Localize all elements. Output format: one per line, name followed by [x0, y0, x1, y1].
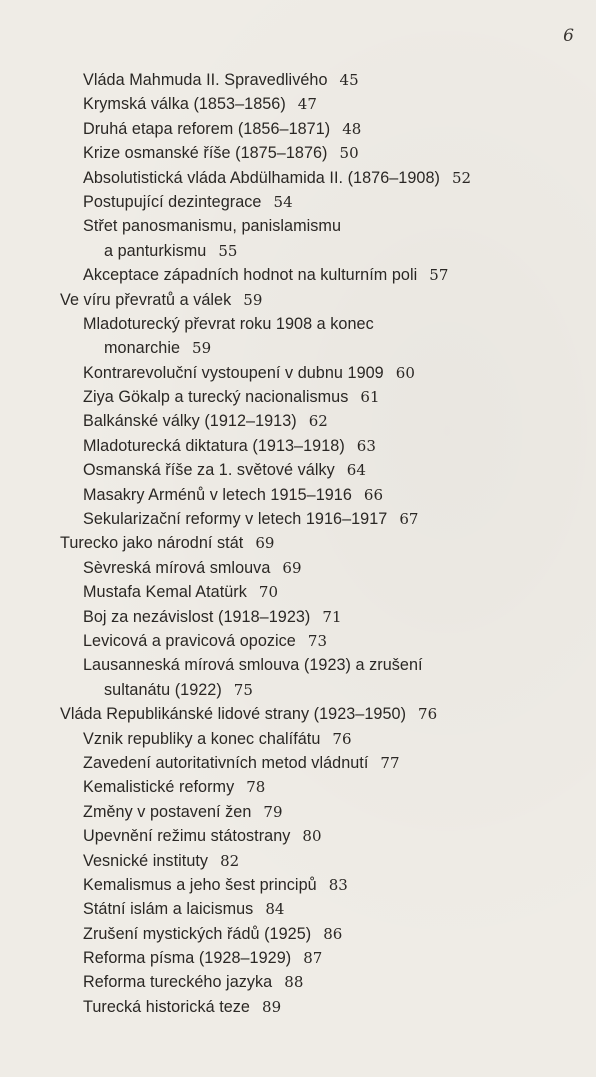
toc-entry — [0, 727, 596, 751]
toc-entry-page: 54 — [273, 192, 293, 211]
toc-entry — [0, 824, 596, 848]
toc-entry-title: sultanátu (1922) — [104, 680, 222, 699]
toc-entry-page: 57 — [429, 266, 449, 285]
toc-chapter-page: 69 — [255, 534, 275, 553]
toc-entry-title: Kemalismus a jeho šest principů — [83, 875, 317, 894]
toc-chapter-title: Vláda Republikánské lidové strany (1923–1950) — [60, 705, 407, 724]
toc-entry-title: Osmanská říše za 1. světové války — [83, 461, 335, 480]
toc-entry-page: 88 — [284, 973, 304, 992]
toc-entry-page: 64 — [346, 461, 366, 480]
toc-entry — [0, 556, 596, 580]
toc-entry-page: 61 — [360, 388, 380, 407]
toc-entry-title: Změny v postavení žen — [83, 802, 252, 821]
toc-entry — [0, 751, 596, 775]
toc-entry-continuation — [0, 239, 596, 263]
toc-entry-title: Vesnické instituty — [83, 851, 209, 870]
toc-entry-page: 48 — [342, 119, 362, 138]
toc-entry-title: Ziya Gökalp a turecký nacionalismus — [83, 388, 349, 407]
toc-entry-title: a panturkismu — [104, 241, 207, 260]
toc-chapter-title: Turecko jako národní stát — [60, 534, 244, 553]
toc-entry-page: 73 — [307, 631, 328, 650]
toc-entry-page: 59 — [192, 339, 212, 358]
toc-entry — [0, 190, 596, 214]
toc-entry — [0, 849, 596, 873]
toc-chapter-page: 59 — [243, 290, 263, 309]
toc-entry — [0, 117, 596, 141]
toc-entry — [0, 580, 596, 604]
toc-entry-title: Upevnění režimu státostrany — [83, 827, 291, 846]
toc-entry — [0, 507, 596, 531]
toc-entry — [0, 458, 596, 482]
toc-entry-title: Absolutistická vláda Abdülhamida II. (1876–1908) — [83, 168, 440, 187]
toc-entry-title: Reforma tureckého jazyka — [83, 973, 273, 992]
toc-entry — [0, 629, 596, 653]
toc-entry — [0, 409, 596, 433]
toc-entry — [0, 141, 596, 165]
toc-entry-page: 87 — [303, 949, 323, 968]
toc-entry-title: Státní islám a laicismus — [83, 900, 254, 919]
toc-entry-page: 78 — [246, 778, 266, 797]
toc-entry-title: Lausanneská mírová smlouva (1923) a zrušení — [83, 656, 423, 675]
toc-entry-page: 84 — [265, 900, 285, 919]
toc-entry-title: Zrušení mystických řádů (1925) — [83, 924, 312, 943]
toc-entry-title: Krize osmanské říše (1875–1876) — [83, 144, 328, 163]
toc-entry-title: Druhá etapa reforem (1856–1871) — [83, 119, 331, 138]
toc-chapter — [0, 531, 596, 555]
toc-entry-title: Mladoturecká diktatura (1913–1918) — [83, 436, 345, 455]
toc-entry-title: Sekularizační reformy v letech 1916–1917 — [83, 510, 388, 529]
toc-entry — [0, 922, 596, 946]
toc-chapter-title: Ve víru převratů a válek — [60, 290, 232, 309]
toc-chapter-page: 76 — [418, 705, 438, 724]
toc-entry — [0, 605, 596, 629]
toc-entry-title: Sèvreská mírová smlouva — [83, 558, 271, 577]
toc-entry — [0, 873, 596, 897]
toc-entry — [0, 361, 596, 385]
toc-entry-page: 55 — [218, 241, 238, 260]
toc-entry — [0, 434, 596, 458]
toc-entry-title: Mladoturecký převrat roku 1908 a konec — [83, 314, 374, 333]
toc-entry — [0, 970, 596, 994]
toc-entry-page: 60 — [395, 363, 415, 382]
toc-entry-title: Zavedení autoritativních metod vládnutí — [83, 753, 369, 772]
toc-entry — [0, 483, 596, 507]
toc-entry-page: 52 — [451, 168, 472, 187]
toc-entry-page: 86 — [323, 924, 343, 943]
toc-entry-title: Levicová a pravicová opozice — [83, 631, 296, 650]
toc-entry-page: 67 — [399, 510, 419, 529]
toc-entry-title: Vznik republiky a konec chalífátu — [83, 729, 321, 748]
toc-entry-continuation — [0, 336, 596, 360]
toc-entry-page: 82 — [220, 851, 240, 870]
toc-entry-page: 89 — [261, 997, 282, 1016]
toc-entry-continuation — [0, 678, 596, 702]
toc-entry-title: Krymská válka (1853–1856) — [83, 95, 286, 114]
toc-entry — [0, 166, 596, 190]
toc-entry — [0, 946, 596, 970]
toc-entry-page: 70 — [258, 583, 279, 602]
toc-entry — [0, 263, 596, 287]
toc-entry — [0, 995, 596, 1019]
toc-entry — [0, 800, 596, 824]
toc-entry — [0, 68, 596, 92]
toc-entry-page: 71 — [322, 607, 342, 626]
toc-entry-title: Střet panosmanismu, panislamismu — [83, 217, 342, 236]
toc-entry-title: Balkánské války (1912–1913) — [83, 412, 297, 431]
toc-entry-title: Kontrarevoluční vystoupení v dubnu 1909 — [83, 363, 384, 382]
toc-entry-page: 75 — [233, 680, 253, 699]
toc-chapter — [0, 702, 596, 726]
toc-entry — [0, 312, 596, 336]
toc-entry-page: 76 — [332, 729, 352, 748]
toc-entry — [0, 92, 596, 116]
toc-entry-page: 80 — [302, 827, 322, 846]
toc-entry-title: Vláda Mahmuda II. Spravedlivého — [83, 71, 328, 89]
toc-entry-title: Reforma písma (1928–1929) — [83, 949, 292, 968]
toc-entry — [0, 385, 596, 409]
toc-entry-title: Boj za nezávislost (1918–1923) — [83, 607, 311, 626]
toc-entry — [0, 775, 596, 799]
toc-entry-title: Postupující dezintegrace — [83, 192, 262, 211]
toc-entry-title: Turecká historická teze — [83, 997, 250, 1016]
toc-entry-title: Kemalistické reformy — [83, 778, 235, 797]
toc-entry-page: 83 — [328, 875, 348, 894]
toc-entry-page: 77 — [380, 753, 400, 772]
toc-entry-page: 47 — [297, 95, 317, 114]
table-of-contents — [0, 68, 596, 1019]
toc-chapter — [0, 288, 596, 312]
toc-entry-page: 69 — [282, 558, 302, 577]
toc-entry — [0, 897, 596, 921]
toc-entry — [0, 214, 596, 238]
toc-entry-page: 50 — [339, 144, 359, 163]
toc-entry-title: Akceptace západních hodnot na kulturním poli — [83, 266, 418, 285]
toc-entry-title: Masakry Arménů v letech 1915–1916 — [83, 485, 352, 504]
toc-entry-title: monarchie — [104, 339, 181, 358]
toc-entry-page: 62 — [308, 412, 328, 431]
toc-entry-page: 79 — [263, 802, 283, 821]
toc-entry-page: 66 — [363, 485, 384, 504]
page-number: 6 — [563, 26, 574, 46]
toc-entry — [0, 653, 596, 677]
toc-entry-title: Mustafa Kemal Atatürk — [83, 583, 247, 602]
toc-entry-page: 45 — [339, 71, 359, 89]
toc-entry-page: 63 — [356, 436, 376, 455]
